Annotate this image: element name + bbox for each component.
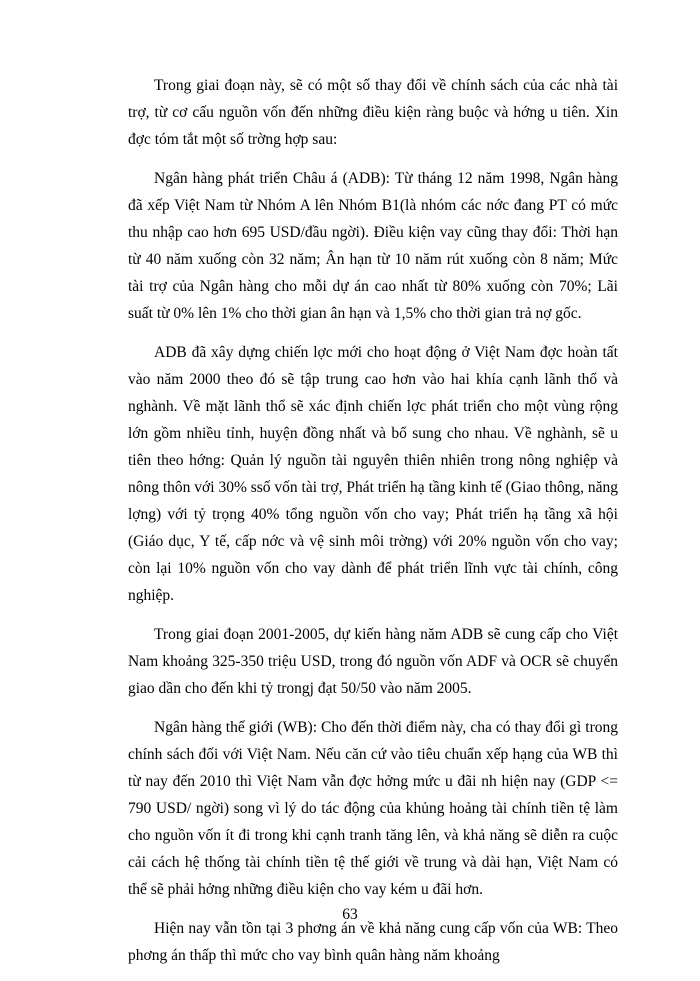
paragraph-adb-2001-2005: Trong giai đoạn 2001-2005, dự kiến hàng năm ADB sẽ cung cấp cho Việt Nam khoảng 325-350 triệu USD, trong đó nguồn vốn ADF và OCR sẽ chuyển giao dần cho đến khi tỷ trongj đạt 50/50 vào năm 2005. (128, 626, 618, 697)
paragraph-wb-options: Hiện nay vẫn tồn tại 3 phơng án về khả năng cung cấp vốn của WB: Theo phơng án thấp thì mức cho vay bình quân hàng năm khoảng (128, 920, 618, 964)
body-text (128, 72, 618, 981)
paragraph-adb-conditions: Ngân hàng phát triển Châu á (ADB): Từ tháng 12 năm 1998, Ngân hàng đã xếp Việt Nam từ Nhóm A lên Nhóm B1(là nhóm các nớc đang PT có mức thu nhập cao hơn 695 USD/đầu ngời). Điều kiện vay cũng thay đổi: Thời hạn từ 40 năm xuống còn 32 năm; Ân hạn từ 10 năm rút xuống còn 8 năm; Mức tài trợ của Ngân hàng cho mỗi dự án cao nhất từ 80% xuống còn 70%; Lãi suất từ 0% lên 1% cho thời gian ân hạn và 1,5% cho thời gian trả nợ gốc. (128, 170, 618, 322)
paragraph-intro: Trong giai đoạn này, sẽ có một số thay đổi về chính sách của các nhà tài trợ, từ cơ cấu nguồn vốn đến những điều kiện ràng buộc và hớng u tiên. Xin đợc tóm tắt một số trờng hợp sau: (128, 77, 618, 148)
paragraph-adb-strategy: ADB đã xây dựng chiến lợc mới cho hoạt động ở Việt Nam đợc hoàn tất vào năm 2000 theo đó sẽ tập trung cao hơn vào hai khía cạnh lãnh thổ và nghành. Về mặt lãnh thổ sẽ xác định chiến lợc phát triển cho một vùng rộng lớn gồm nhiều tỉnh, huyện đồng nhất và bổ sung cho nhau. Về nghành, sẽ u tiên theo hớng: Quản lý nguồn tài nguyên thiên nhiên trong nông nghiệp và nông thôn với 30% ssố vốn tài trợ, Phát triển hạ tầng kinh tế (Giao thông, năng lợng) với tỷ trọng 40% tổng nguồn vốn cho vay; Phát triển hạ tầng xã hội (Giáo dục, Y tế, cấp nớc và vệ sinh môi trờng) với 20% nguồn vốn cho vay; còn lại 10% nguồn vốn cho vay dành để phát triển lĩnh vực tài chính, công nghiệp. (128, 344, 618, 604)
paragraph-wb-policy: Ngân hàng thế giới (WB): Cho đến thời điểm này, cha có thay đổi gì trong chính sách đối với Việt Nam. Nếu căn cứ vào tiêu chuẩn xếp hạng của WB thì từ nay đến 2010 thì Việt Nam vẫn đợc hởng mức u đãi nh hiện nay (GDP <= 790 USD/ ngời) song vì lý do tác động của khủng hoảng tài chính tiền tệ làm cho nguồn vốn ít đi trong khi cạnh tranh tăng lên, và khả năng sẽ diễn ra cuộc cải cách hệ thống tài chính tiền tệ thế giới về trung và dài hạn, Việt Nam có thể sẽ phải hởng những điều kiện cho vay kém u đãi hơn. (128, 719, 618, 898)
page-number: 63 (342, 906, 358, 923)
